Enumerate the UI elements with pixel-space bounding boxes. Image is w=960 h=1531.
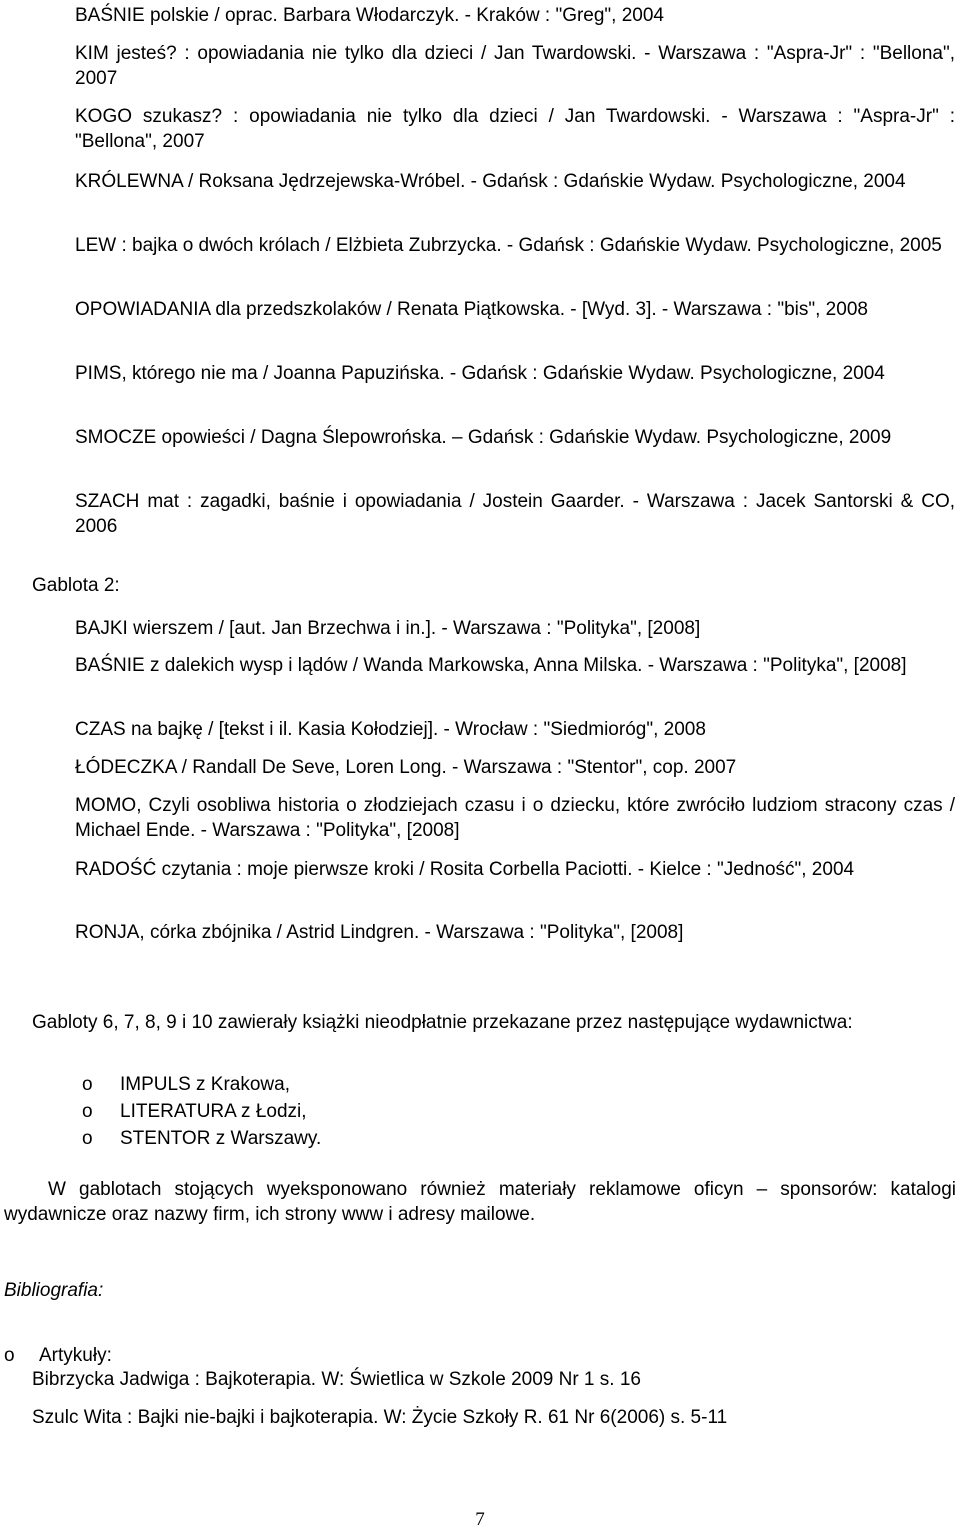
publisher-label: IMPULS z Krakowa,	[120, 1074, 290, 1095]
page-number: 7	[475, 1509, 485, 1530]
book-entry: CZAS na bajkę / [tekst i il. Kasia Kołodziej]. - Wrocław : "Siedmioróg", 2008	[75, 719, 706, 740]
book-entry: KRÓLEWNA / Roksana Jędrzejewska-Wróbel. - Gdańsk : Gdańskie Wydaw. Psychologiczne, 2004	[75, 171, 906, 192]
publisher-label: LITERATURA z Łodzi,	[120, 1101, 307, 1122]
article-entry: Szulc Wita : Bajki nie-bajki i bajkoterapia. W: Życie Szkoły R. 61 Nr 6(2006) s. 5-11	[32, 1407, 728, 1428]
bullet-marker: o	[82, 1101, 93, 1122]
publisher-item	[82, 1098, 307, 1125]
book-entry: BAŚNIE polskie / oprac. Barbara Włodarczyk. - Kraków : "Greg", 2004	[75, 5, 664, 26]
book-entry: OPOWIADANIA dla przedszkolaków / Renata Piątkowska. - [Wyd. 3]. - Warszawa : "bis", 2008	[75, 299, 868, 320]
book-entry: SZACH mat : zagadki, baśnie i opowiadania / Jostein Gaarder. - Warszawa : Jacek Santorski & CO, 2006	[75, 491, 955, 537]
publisher-label: STENTOR z Warszawy.	[120, 1128, 322, 1149]
book-entry: LEW : bajka o dwóch królach / Elżbieta Zubrzycka. - Gdańsk : Gdańskie Wydaw. Psychologiczne, 2005	[75, 235, 942, 256]
bullet-marker: o	[82, 1074, 93, 1095]
article-entry: Bibrzycka Jadwiga : Bajkoterapia. W: Świetlica w Szkole 2009 Nr 1 s. 16	[32, 1369, 641, 1390]
book-entry: KOGO szukasz? : opowiadania nie tylko dla dzieci / Jan Twardowski. - Warszawa : "Aspra-Jr" : "Bellona", 2007	[75, 106, 955, 152]
bibliography-heading: Bibliografia:	[4, 1280, 104, 1301]
articles-heading	[4, 1342, 112, 1369]
gabloty-paragraph: Gabloty 6, 7, 8, 9 i 10 zawierały książki nieodpłatnie przekazane przez następujące wydawnictwa:	[32, 1012, 853, 1033]
book-entry: PIMS, którego nie ma / Joanna Papuzińska. - Gdańsk : Gdańskie Wydaw. Psychologiczne, 2004	[75, 363, 885, 384]
book-entry: RADOŚĆ czytania : moje pierwsze kroki / Rosita Corbella Paciotti. - Kielce : "Jedność", 2004	[75, 859, 855, 880]
book-entry: KIM jesteś? : opowiadania nie tylko dla dzieci / Jan Twardowski. - Warszawa : "Aspra-Jr" : "Bellona", 2007	[75, 43, 955, 89]
sponsors-paragraph: W gablotach stojących wyeksponowano również materiały reklamowe oficyn – sponsorów: katalogi wydawnicze oraz nazwy firm, ich strony www i adresy mailowe.	[4, 1179, 956, 1225]
book-entry: MOMO, Czyli osobliwa historia o złodziejach czasu i o dziecku, które zwróciło ludziom stracony czas / Michael Ende. - Warszawa : "Polityka", [2008]	[75, 795, 955, 841]
publisher-item	[82, 1125, 321, 1152]
book-entry: ŁÓDECZKA / Randall De Seve, Loren Long. - Warszawa : "Stentor", cop. 2007	[75, 757, 737, 778]
book-entry: SMOCZE opowieści / Dagna Ślepowrońska. – Gdańsk : Gdańskie Wydaw. Psychologiczne, 2009	[75, 427, 892, 448]
publisher-item	[82, 1071, 290, 1098]
bullet-marker: o	[4, 1345, 15, 1366]
book-entry: BAJKI wierszem / [aut. Jan Brzechwa i in.]. - Warszawa : "Polityka", [2008]	[75, 618, 701, 639]
book-entry: BAŚNIE z dalekich wysp i lądów / Wanda Markowska, Anna Milska. - Warszawa : "Polityka", [2008]	[75, 655, 907, 676]
section-heading-gablota-2: Gablota 2:	[32, 575, 120, 596]
articles-label: Artykuły:	[39, 1345, 112, 1366]
bullet-marker: o	[82, 1128, 93, 1149]
book-entry: RONJA, córka zbójnika / Astrid Lindgren. - Warszawa : "Polityka", [2008]	[75, 922, 684, 943]
